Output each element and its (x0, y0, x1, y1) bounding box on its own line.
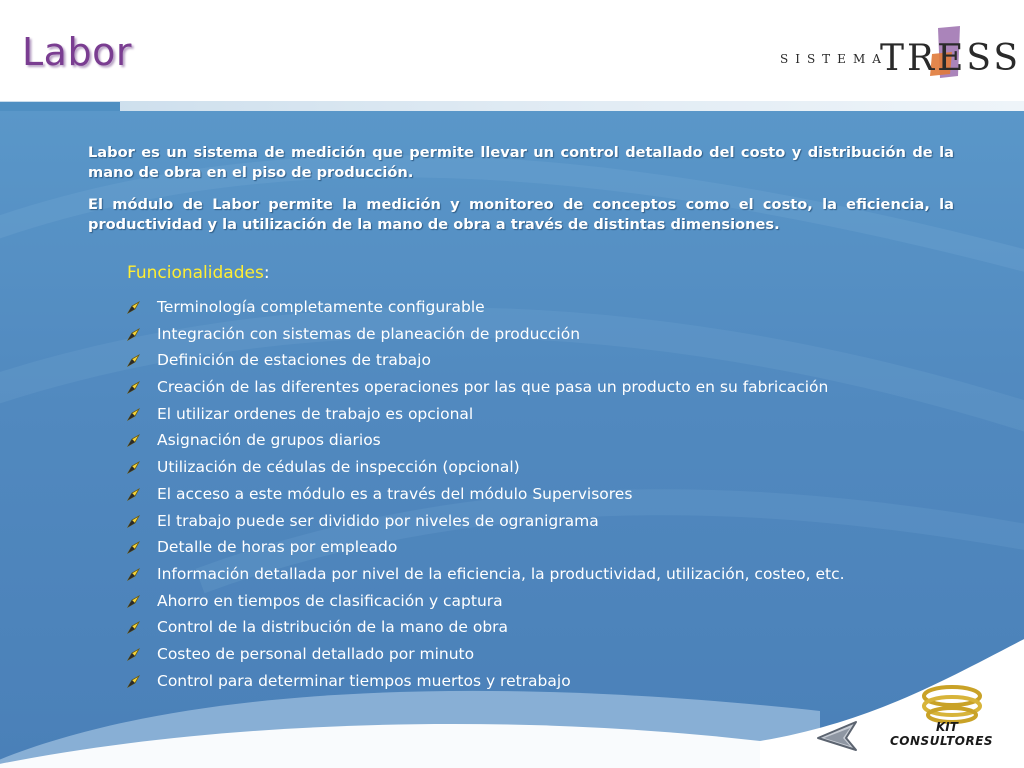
functionality-item-label: Costeo de personal detallado por minuto (157, 644, 475, 663)
functionality-item (127, 614, 845, 641)
functionality-item (127, 454, 845, 481)
functionalities-heading (127, 263, 270, 283)
star-bullet-icon (127, 301, 140, 314)
functionality-item-label: Creación de las diferentes operaciones por las que pasa un producto en su fabricación (157, 378, 829, 397)
star-bullet-icon (127, 568, 140, 581)
star-bullet-icon (127, 621, 140, 634)
header-stripe-accent (0, 102, 120, 111)
star-bullet-icon (127, 488, 140, 501)
functionality-item-label: Control de la distribución de la mano de obra (157, 618, 509, 637)
intro-text (88, 143, 954, 247)
kit-logo-line2: CONSULTORES (890, 734, 994, 748)
star-bullet-icon (127, 381, 140, 394)
functionality-item (127, 374, 845, 401)
slide-header (0, 0, 1024, 110)
functionality-item-label: Información detallada por nivel de la eficiencia, la productividad, utilización, costeo, etc. (157, 564, 845, 583)
functionalities-heading-colon: : (263, 263, 270, 283)
star-bullet-icon (127, 434, 140, 447)
slide-title: Labor (22, 30, 132, 74)
functionality-item-label: Utilización de cédulas de inspección (opcional) (157, 458, 520, 477)
functionality-item-label: Detalle de horas por empleado (157, 538, 398, 557)
header-stripe (0, 101, 1024, 111)
functionality-item (127, 641, 845, 668)
star-bullet-icon (127, 461, 140, 474)
star-bullet-icon (127, 648, 140, 661)
intro-paragraph-1: Labor es un sistema de medición que permite llevar un control detallado del costo y distribución de la mano de obra en el piso de producción. (88, 144, 954, 181)
star-bullet-icon (127, 328, 140, 341)
star-bullet-icon (127, 541, 140, 554)
star-bullet-icon (127, 675, 140, 688)
functionality-item (127, 561, 845, 588)
functionality-item (127, 347, 845, 374)
intro-paragraph-2: El módulo de Labor permite la medición y monitoreo de conceptos como el costo, la eficiencia, la productividad y la utilización de la mano de obra a través de distintas dimensiones. (88, 196, 954, 233)
functionality-item (127, 508, 845, 535)
functionality-item-label: Terminología completamente configurable (157, 298, 485, 316)
sistema-tress-logo (776, 22, 1022, 84)
functionality-item-label: Control para determinar tiempos muertos y retrabajo (157, 671, 571, 690)
functionality-item-label: Asignación de grupos diarios (157, 431, 381, 450)
functionality-item-label: El utilizar ordenes de trabajo es opcional (157, 404, 474, 423)
functionality-item-label: Definición de estaciones de trabajo (157, 351, 431, 370)
kit-logo-line1: KIT (936, 720, 958, 734)
functionality-item (127, 321, 845, 348)
star-bullet-icon (127, 354, 140, 367)
back-arrow-icon (814, 716, 860, 754)
star-bullet-icon (127, 408, 140, 421)
functionality-item (127, 668, 845, 695)
functionalities-heading-text: Funcionalidades (127, 263, 264, 283)
functionality-item-label: El trabajo puede ser dividido por niveles de ogranigrama (157, 511, 599, 530)
functionality-item-label: Integración con sistemas de planeación de producción (157, 324, 581, 343)
functionality-item (127, 427, 845, 454)
back-button[interactable] (814, 716, 860, 754)
logo-prefix: SISTEMA (780, 52, 888, 66)
kit-consultores-logo (888, 682, 1018, 762)
functionalities-list (127, 294, 845, 694)
functionality-item (127, 534, 845, 561)
star-bullet-icon (127, 515, 140, 528)
star-bullet-icon (127, 595, 140, 608)
content-panel (0, 111, 1024, 768)
functionality-item-label: El acceso a este módulo es a través del módulo Supervisores (157, 484, 633, 503)
functionality-item (127, 588, 845, 615)
functionality-item (127, 294, 845, 321)
functionality-item-label: Ahorro en tiempos de clasificación y captura (157, 591, 503, 610)
functionality-item (127, 401, 845, 428)
logo-name: TRESS (880, 38, 1022, 79)
functionality-item (127, 481, 845, 508)
